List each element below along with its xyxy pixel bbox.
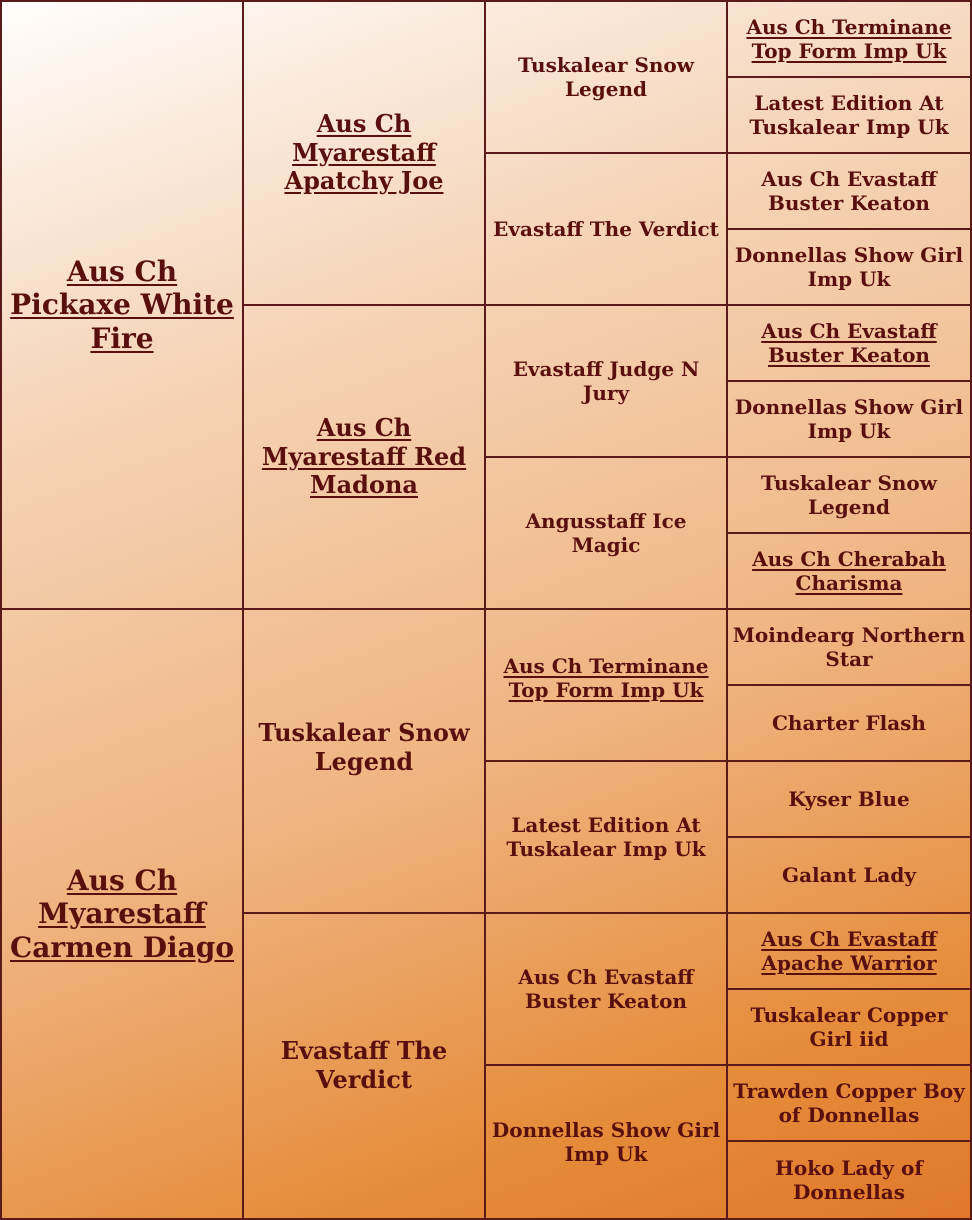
- dsds-name: Kyser Blue: [788, 787, 910, 811]
- ddd-cell: [486, 1066, 728, 1218]
- dssd-cell: [728, 686, 970, 762]
- dss-link[interactable]: Aus Ch Terminane Top Form Imp Uk: [503, 654, 709, 702]
- sire-sire-link[interactable]: Aus Ch Myarestaff Apatchy Joe: [284, 108, 444, 196]
- sdss-cell: [728, 306, 970, 382]
- sire-sire-cell: [244, 2, 486, 306]
- sddd-cell: [728, 534, 970, 610]
- ssdd-name: Donnellas Show Girl Imp Uk: [734, 243, 964, 291]
- ssd-name: Evastaff The Verdict: [493, 217, 719, 241]
- sds-cell: [486, 306, 728, 458]
- ssds-name: Aus Ch Evastaff Buster Keaton: [761, 167, 937, 215]
- dam-link[interactable]: Aus Ch Myarestaff Carmen Diago: [9, 863, 235, 964]
- sssd-cell: [728, 78, 970, 154]
- dsd-cell: [486, 762, 728, 914]
- sdd-name: Angusstaff Ice Magic: [525, 509, 687, 557]
- dam-dam-cell: [244, 914, 486, 1218]
- ddss-link[interactable]: Aus Ch Evastaff Apache Warrior: [761, 927, 937, 975]
- sdsd-name: Donnellas Show Girl Imp Uk: [734, 395, 964, 443]
- sdds-cell: [728, 458, 970, 534]
- dam-sire-name: Tuskalear Snow Legend: [258, 718, 470, 776]
- ddds-cell: [728, 1066, 970, 1142]
- ddss-cell: [728, 914, 970, 990]
- sire-dam-link[interactable]: Aus Ch Myarestaff Red Madona: [261, 412, 467, 500]
- ssd-cell: [486, 154, 728, 306]
- dsd-name: Latest Edition At Tuskalear Imp Uk: [506, 813, 706, 861]
- sire-dam-cell: [244, 306, 486, 610]
- dds-name: Aus Ch Evastaff Buster Keaton: [518, 965, 694, 1013]
- sdsd-cell: [728, 382, 970, 458]
- dam-cell: [2, 610, 244, 1218]
- dsdd-name: Galant Lady: [782, 863, 916, 887]
- ddsd-cell: [728, 990, 970, 1066]
- ssss-link[interactable]: Aus Ch Terminane Top Form Imp Uk: [746, 15, 952, 63]
- sire-link[interactable]: Aus Ch Pickaxe White Fire: [10, 254, 234, 355]
- dssd-name: Charter Flash: [772, 711, 926, 735]
- dam-dam-name: Evastaff The Verdict: [280, 1036, 448, 1094]
- sds-name: Evastaff Judge N Jury: [512, 357, 700, 405]
- dsss-name: Moindearg Northern Star: [732, 623, 966, 671]
- sdd-cell: [486, 458, 728, 610]
- sssd-name: Latest Edition At Tuskalear Imp Uk: [749, 91, 949, 139]
- sdss-link[interactable]: Aus Ch Evastaff Buster Keaton: [761, 319, 937, 367]
- dddd-name: Hoko Lady of Donnellas: [775, 1156, 923, 1204]
- dddd-cell: [728, 1142, 970, 1218]
- ddd-name: Donnellas Show Girl Imp Uk: [491, 1118, 721, 1166]
- dam-sire-cell: [244, 610, 486, 914]
- dds-cell: [486, 914, 728, 1066]
- dss-cell: [486, 610, 728, 762]
- sdds-name: Tuskalear Snow Legend: [761, 471, 937, 519]
- ddsd-name: Tuskalear Copper Girl iid: [750, 1003, 948, 1051]
- ssss-cell: [728, 2, 970, 78]
- ssdd-cell: [728, 230, 970, 306]
- dsdd-cell: [728, 838, 970, 914]
- sss-name: Tuskalear Snow Legend: [518, 53, 694, 101]
- sddd-link[interactable]: Aus Ch Cherabah Charisma: [752, 547, 946, 595]
- sss-cell: [486, 2, 728, 154]
- ssds-cell: [728, 154, 970, 230]
- ddds-name: Trawden Copper Boy of Donnellas: [733, 1079, 965, 1127]
- sire-cell: [2, 2, 244, 610]
- dsds-cell: [728, 762, 970, 838]
- dsss-cell: [728, 610, 970, 686]
